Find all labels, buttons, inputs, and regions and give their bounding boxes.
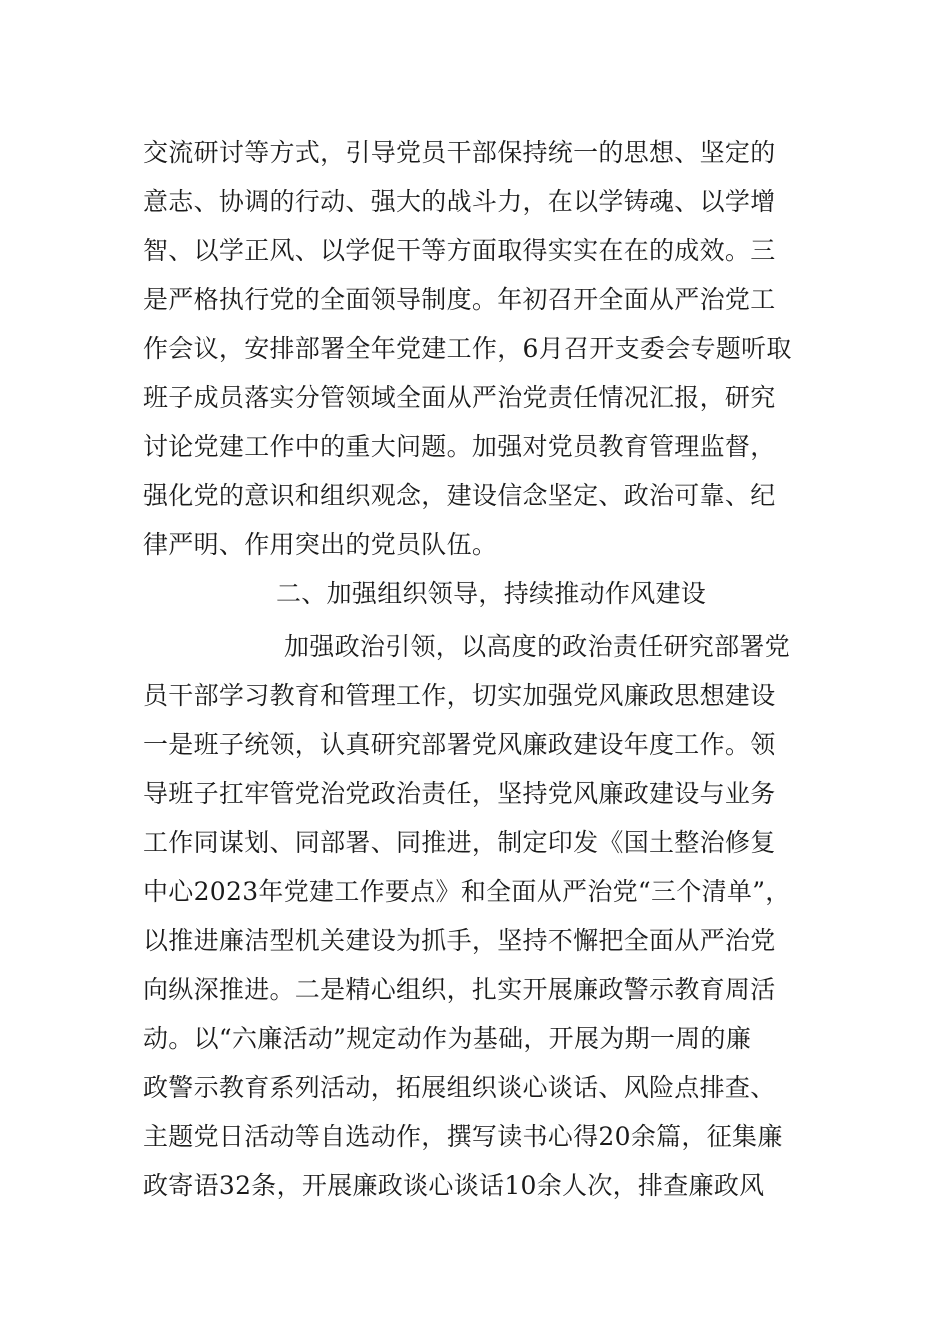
section-heading: 二、加强组织领导，持续推动作风建设 [276,579,707,608]
body-line: 作会议，安排部署全年党建工作，6月召开支委会专题听取 [143,334,792,363]
body-line: 向纵深推进。二是精心组织，扎实开展廉政警示教育周活 [143,975,776,1004]
body-line: 政寄语32条，开展廉政谈心谈话10余人次，排查廉政风 [143,1171,765,1200]
paragraph-first-line: 加强政治引领，以高度的政治责任研究部署党 [284,632,791,661]
body-line: 一是班子统领，认真研究部署党风廉政建设年度工作。领 [143,730,776,759]
body-line: 以推进廉洁型机关建设为抓手，坚持不懈把全面从严治党 [143,926,776,955]
body-line: 工作同谋划、同部署、同推进，制定印发《国土整治修复 [143,828,776,857]
body-line: 是严格执行党的全面领导制度。年初召开全面从严治党工 [143,285,776,314]
body-line: 讨论党建工作中的重大问题。加强对党员教育管理监督， [143,432,776,461]
body-line: 主题党日活动等自选动作，撰写读书心得20余篇，征集廉 [143,1122,783,1151]
body-line: 班子成员落实分管领域全面从严治党责任情况汇报，研究 [143,383,776,412]
body-line: 员干部学习教育和管理工作，切实加强党风廉政思想建设 [143,681,776,710]
body-line: 律严明、作用突出的党员队伍。 [143,530,498,559]
body-line: 智、以学正风、以学促干等方面取得实实在在的成效。三 [143,236,776,265]
body-line: 动。以“六廉活动”规定动作为基础，开展为期一周的廉 [143,1024,752,1053]
body-line: 交流研讨等方式，引导党员干部保持统一的思想、坚定的 [143,138,776,167]
body-line: 强化党的意识和组织观念，建设信念坚定、政治可靠、纪 [143,481,776,510]
body-line: 意志、协调的行动、强大的战斗力，在以学铸魂、以学增 [143,187,776,216]
body-line: 中心2023年党建工作要点》和全面从严治党“三个清单”， [143,877,791,906]
body-line: 政警示教育系列活动，拓展组织谈心谈话、风险点排查、 [143,1073,776,1102]
body-line: 导班子扛牢管党治党政治责任，坚持党风廉政建设与业务 [143,779,776,808]
